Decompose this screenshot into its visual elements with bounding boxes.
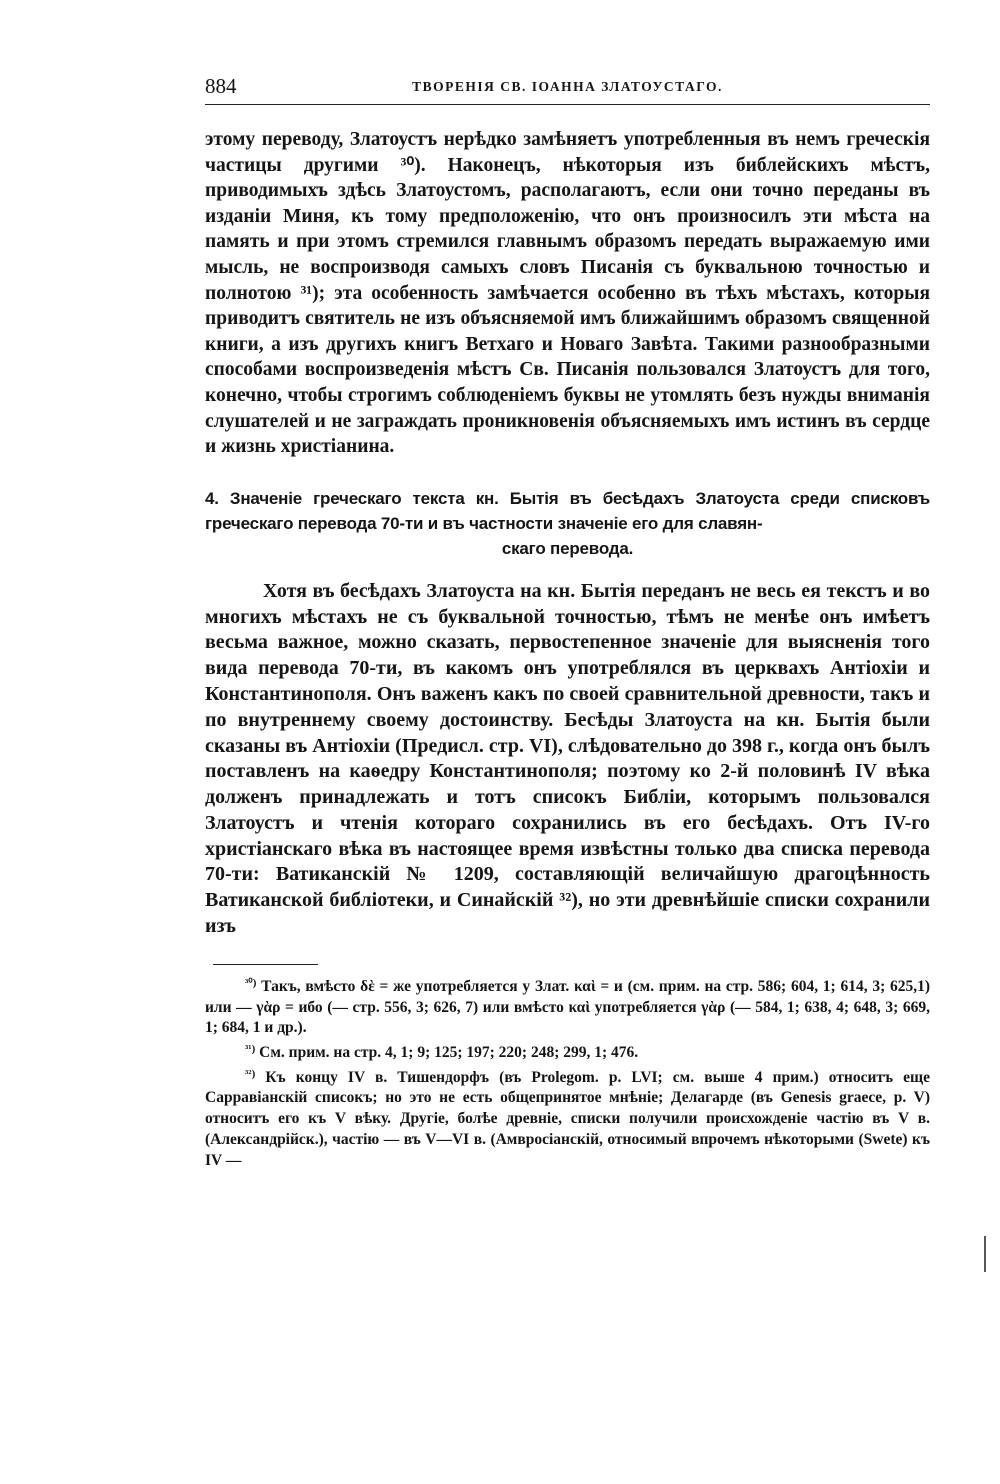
- page-number: 884: [205, 74, 237, 98]
- footnotes: [205, 973, 930, 1171]
- running-header: [205, 70, 930, 105]
- section-heading-last-line: скаго перевода.: [501, 538, 634, 558]
- footnote-30: [205, 973, 930, 1039]
- footnote-marker: ³¹): [245, 1042, 256, 1055]
- footnote-text: Къ концу IV в. Тишендорфъ (въ Prolegom. p. LVI; см. выше 4 прим.) относитъ еще Сарравіанскій списокъ; но это не есть общепринятое мнѣніе; Делагарде (въ Genesis graece, p. V) относитъ его къ V вѣку. Другіе, болѣе древніе, списки получили происхожденіе частію въ V в. (Александрійск.), частію — въ V—VI в. (Амвросіанскій, относимый впрочемъ нѣкоторыми (Swete) къ IV —: [205, 1068, 931, 1169]
- footnote-31: [205, 1039, 930, 1064]
- footnote-text: См. прим. на стр. 4, 1; 9; 125; 197; 220; 248; 299, 1; 476.: [259, 1043, 639, 1061]
- section-heading-text: 4. Значеніе греческаго текста кн. Бытія въ бесѣдахъ Златоуста среди списковъ греческаго перевода 70-ти и въ частности значеніе его для славян-: [205, 488, 930, 533]
- section-heading: [205, 486, 930, 561]
- footnote-marker: ³²): [245, 1067, 256, 1080]
- margin-line: [984, 1236, 986, 1272]
- book-page: [205, 70, 930, 1171]
- paragraph-continuation: этому переводу, Златоустъ нерѣдко замѣняетъ употребленныя въ немъ греческія частицы другими ³⁰). Наконецъ, нѣкоторыя изъ библейскихъ мѣстъ, приводимыхъ здѣсь Златоустомъ, располагаютъ, если они точно переданы въ изданіи Миня, къ тому предположенію, что онъ произносилъ эти мѣста на память и при этомъ стремился главнымъ образомъ передать выражаемую ими мысль, не воспроизводя самыхъ словъ Писанія съ буквальною точностью и полнотою ³¹); эта особенность замѣчается особенно въ тѣхъ мѣстахъ, которыя приводитъ святитель не изъ объясняемой имъ ближайшимъ образомъ священной книги, а изъ другихъ книгъ Ветхаго и Новаго Завѣта. Такими разнообразными способами воспроизведенія мѣстъ Св. Писанія пользовался Златоустъ для того, конечно, чтобы строгимъ соблюденіемъ буквы не утомлять безъ нужды вниманія слушателей и не заграждать проникновенія объясняемыхъ имъ истинъ въ сердце и жизнь христіанина.: [205, 129, 930, 458]
- footnote-32: [205, 1064, 930, 1172]
- footnote-divider: [213, 964, 318, 965]
- paragraph-body: Хотя въ бесѣдахъ Златоуста на кн. Бытія переданъ не весь ея текстъ и во многихъ мѣстахъ не съ буквальной точностью, тѣмъ не менѣе онъ имѣетъ весьма важное, можно сказать, первостепенное значеніе для выясненія того вида перевода 70-ти, въ какомъ онъ употреблялся въ церквахъ Антіохіи и Константинополя. Онъ важенъ какъ по своей сравнительной древности, такъ и по внутреннему своему достоинству. Бесѣды Златоуста на кн. Бытія были сказаны въ Антіохіи (Предисл. стр. VI), слѣдовательно до 398 г., когда онъ былъ поставленъ на каѳедру Константинополя; поэтому ко 2-й половинѣ IV вѣка долженъ принадлежать и тотъ списокъ Библіи, которымъ пользовался Златоустъ и чтенія котораго сохранились въ его бесѣдахъ. Отъ IV-го христіанскаго вѣка въ настоящее время извѣстны только два списка перевода 70-ти: Ватиканскій № 1209, составляющій величайшую драгоцѣнность Ватиканской библіотеки, и Синайскій ³²), но эти древнѣйшіе списки сохранили изъ: [205, 579, 930, 938]
- footnote-text: Такъ, вмѣсто δὲ = же употребляется у Злат. καὶ = и (см. прим. на стр. 586; 604, 1; 614, 3; 625,1) или — γὰρ = ибо (— стр. 556, 3; 626, 7) или вмѣсто καὶ употребляется γὰρ (— 584, 1; 638, 4; 648, 3; 669, 1; 684, 1 и др.).: [205, 977, 931, 1037]
- footnote-marker: ³⁰): [245, 976, 257, 989]
- running-title: ТВОРЕНІЯ СВ. ІОАННА ЗЛАТОУСТАГО.: [412, 79, 723, 94]
